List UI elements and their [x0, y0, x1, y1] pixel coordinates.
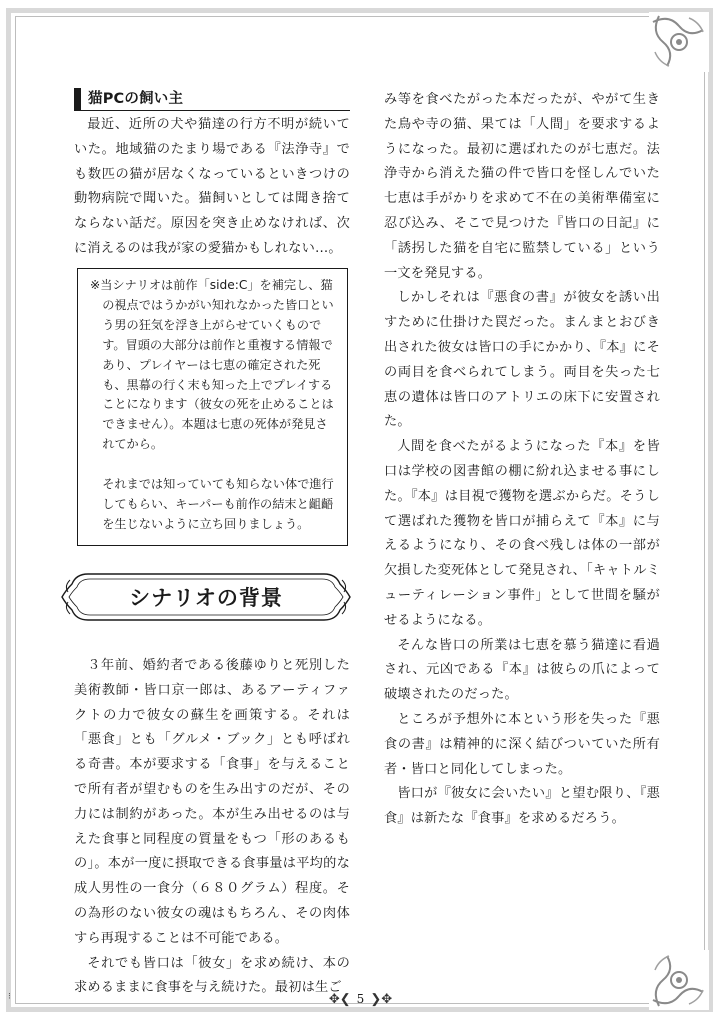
banner-title: シナリオの背景 — [129, 586, 283, 610]
footer-ornament-right-icon: ❯✥ — [370, 991, 393, 1007]
body-paragraph: 最近、近所の犬や猫達の行方不明が続いていた。地域猫のたまり場である『法浄寺』でも数匹の猫が居なくなっているといきつけの動物病院で聞いた。猫飼いとしては聞き捨てならない話だ。原因を突き止めなければ、次に消えるのは我が家の愛猫かもしれない…。 — [74, 117, 350, 256]
body-paragraph: それでも皆口は「彼女」を求め続け、本の求めるままに食事を与え続けた。最初は生ご — [74, 955, 350, 996]
note-paragraph: それまでは知っていても知らない体で進行してもらい、キーパーも前作の結末と齟齬を生じないように立ち回りましょう。 — [102, 477, 334, 531]
corner-ornament-top-right — [649, 12, 709, 72]
page-footer — [0, 988, 721, 1010]
edge-mark-icon: ⁝ — [8, 992, 11, 1002]
body-paragraph: ところが予想外に本という形を失った『悪食の書』は精神的に深く結びついていた所有者・皆口と同化してしまった。 — [384, 711, 660, 777]
body-paragraph: しかしそれは『悪食の書』が彼女を誘い出すために仕掛けた罠だった。まんまとおびき出された彼女は皆口の手にかかり、『本』にその両目を食べられてしまう。両目を失った七恵の遺体は皆口のアトリエの床下に安置された。 — [384, 290, 660, 430]
body-paragraph: そんな皆口の所業は七恵を慕う猫達に看過され、元凶である『本』は彼らの爪によって破壊されたのだった。 — [384, 637, 660, 703]
left-column-top — [74, 88, 350, 262]
left-column-bottom — [74, 654, 350, 1001]
note-box — [77, 268, 348, 546]
body-paragraph: 皆口が『彼女に会いたい』と望む限り、『悪食』は新たな『食事』を求めるだろう。 — [384, 786, 660, 827]
note-paragraph: ※当シナリオは前作「side:C」を補完し、猫の視点ではうかがい知れなかった皆口という男の狂気を浮き上がらせていくものです。冒頭の大部分は前作と重複する情報であり、プレイヤーは七恵の確定された死も、黒幕の行く末も知った上でプレイすることになります（彼女の死を止めることはできません）。本題は七恵の死体が発見されてから。 — [90, 278, 334, 452]
body-paragraph: 人間を食べたがるようになった『本』を皆口は学校の図書館の棚に紛れ込ませる事にした。『本』は目視で獲物を選ぶからだ。そうして選ばれた獲物を皆口が捕らえて『本』に与えるようになり、その食べ残しは体の一部が欠損した変死体として発見され、「キャトルミューティレーション事件」として世間を騒がせるようになる。 — [384, 439, 660, 628]
section-heading-cat-owner: 猫PCの飼い主 — [74, 88, 350, 111]
footer-ornament-left-icon: ✥❮ — [328, 991, 351, 1007]
body-paragraph: み等を食べたがった本だったが、やがて生きた鳥や寺の猫、果ては「人間」を要求するようになった。最初に選ばれたのが七恵だ。法浄寺から消えた猫の件で皆口を怪しんでいた七恵は手がかりを求めて不在の美術準備室に忍び込み、そこで見つけた『皆口の日記』に「誘拐した猫を自宅に監禁している」という一文を発見する。 — [384, 92, 660, 281]
right-column — [384, 88, 660, 832]
section-banner — [60, 566, 352, 628]
body-paragraph: ３年前、婚約者である後藤ゆりと死別した美術教師・皆口京一郎は、あるアーティファクトの力で彼女の蘇生を画策する。それは「悪食」とも「グルメ・ブック」とも呼ばれる奇書。本が要求する「食事」を与えることで所有者が望むものを生み出すのだが、その力には制約があった。本が生み出せるのは与えた食事と同程度の質量をもつ「形のあるもの」。本が一度に摂取できる食事量は平均的な成人男性の一食分（６８０グラム）程度。その為形のない彼女の魂はもちろん、その肉体すら再現することは不可能である。 — [74, 658, 350, 946]
page-number: 5 — [356, 992, 365, 1006]
